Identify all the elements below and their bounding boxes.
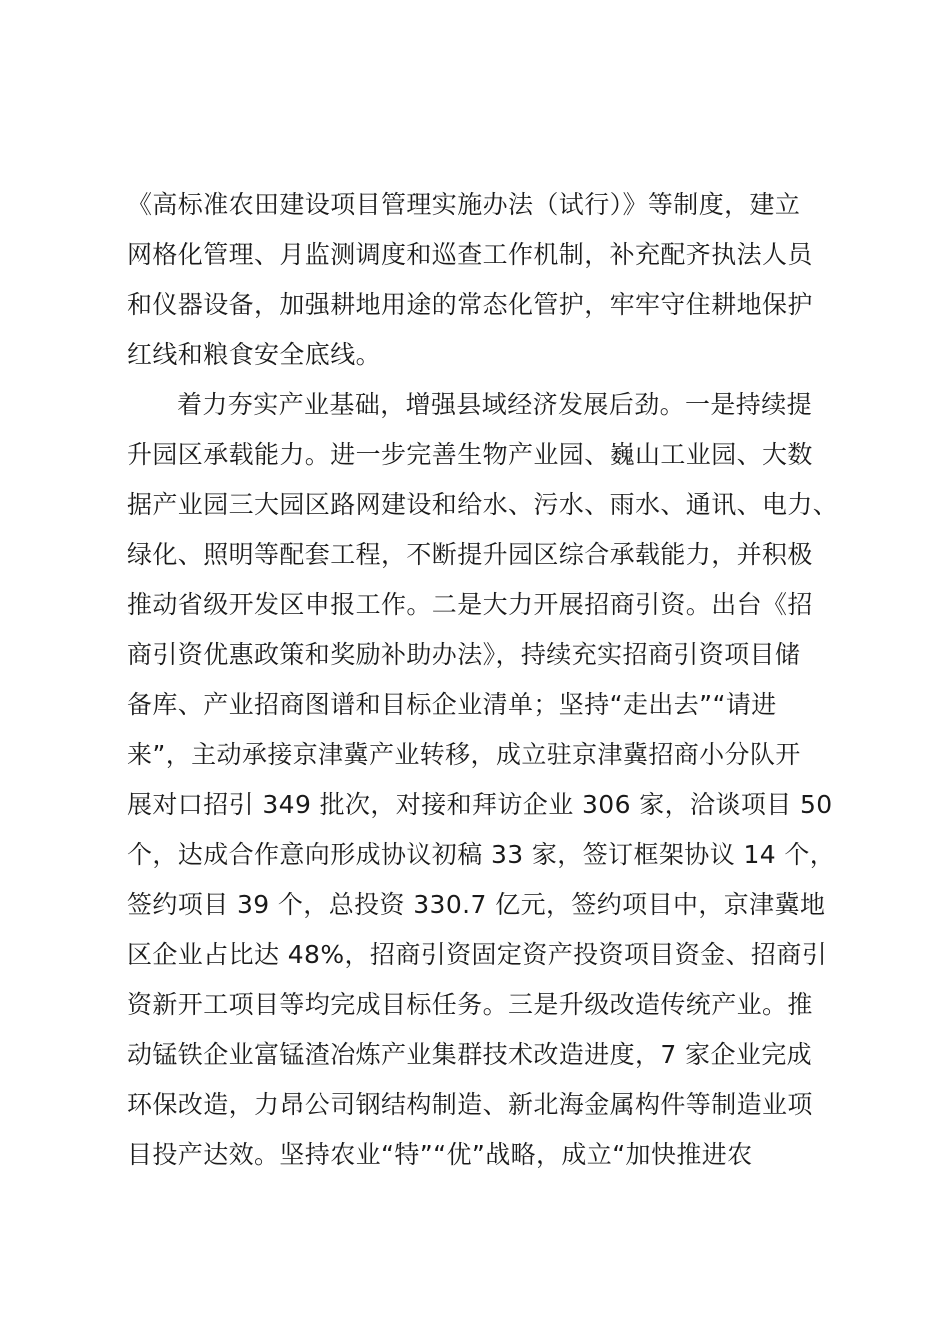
paragraph-line: 备库、产业招商图谱和目标企业清单；坚持“走出去”“请进 xyxy=(127,690,777,719)
paragraph-line: 环保改造，力昂公司钢结构制造、新北海金属构件等制造业项 xyxy=(127,1090,813,1119)
paragraph-line: 来”，主动承接京津冀产业转移，成立驻京津冀招商小分队开 xyxy=(127,740,801,769)
paragraph-1 xyxy=(127,180,847,380)
paragraph-line: 绿化、照明等配套工程，不断提升园区综合承载能力，并积极 xyxy=(127,540,813,569)
paragraph-line: 据产业园三大园区路网建设和给水、污水、雨水、通讯、电力、 xyxy=(127,490,839,519)
paragraph-line: 《高标准农田建设项目管理实施办法（试行）》等制度，建立 xyxy=(127,190,801,219)
paragraph-line: 和仪器设备，加强耕地用途的常态化管护，牢牢守住耕地保护 xyxy=(127,290,813,319)
paragraph-line: 个，达成合作意向形成协议初稿 33 家，签订框架协议 14 个， xyxy=(127,840,836,869)
paragraph-line: 网格化管理、月监测调度和巡查工作机制，补充配齐执法人员 xyxy=(127,240,813,269)
paragraph-line: 商引资优惠政策和奖励补助办法》，持续充实招商引资项目储 xyxy=(127,640,801,669)
paragraph-line: 资新开工项目等均完成目标任务。三是升级改造传统产业。推 xyxy=(127,990,813,1019)
paragraph-line: 升园区承载能力。进一步完善生物产业园、巍山工业园、大数 xyxy=(127,440,813,469)
paragraph-line: 区企业占比达 48%，招商引资固定资产投资项目资金、招商引 xyxy=(127,940,828,969)
paragraph-line: 着力夯实产业基础，增强县域经济发展后劲。一是持续提 xyxy=(177,390,813,419)
paragraph-line: 目投产达效。坚持农业“特”“优”战略，成立“加快推进农 xyxy=(127,1140,753,1169)
paragraph-line: 红线和粮食安全底线。 xyxy=(127,340,382,369)
paragraph-line: 展对口招引 349 批次，对接和拜访企业 306 家，洽谈项目 50 xyxy=(127,790,833,819)
paragraph-line: 动锰铁企业富锰渣冶炼产业集群技术改造进度，7 家企业完成 xyxy=(127,1040,813,1069)
paragraph-2 xyxy=(127,380,847,1180)
paragraph-line: 签约项目 39 个，总投资 330.7 亿元，签约项目中，京津冀地 xyxy=(127,890,826,919)
paragraph-line: 推动省级开发区申报工作。二是大力开展招商引资。出台《招 xyxy=(127,590,813,619)
